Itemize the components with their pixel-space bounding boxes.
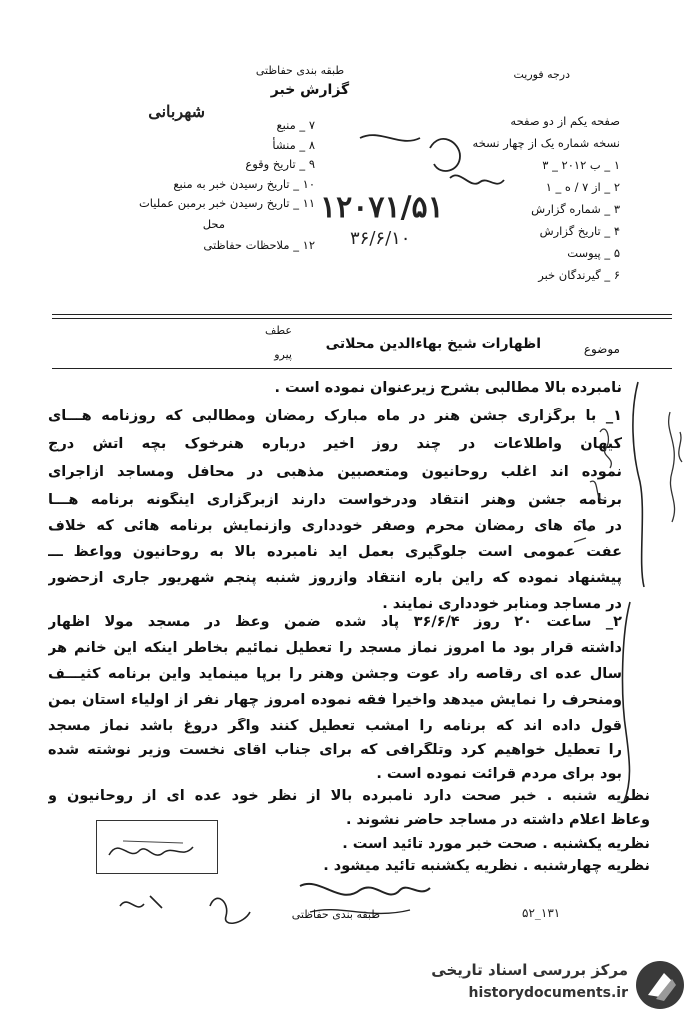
body-line: ۱_ با برگزاری جشن هنر در ماه مبارک رمضان ومطالبی که روزنامه هـــای (48, 408, 622, 424)
opinion-line: نظریه شنبه . خبر صحت دارد نامبرده بالا از نظر خود عده ای از روحانیون و (48, 788, 650, 804)
separator-line (52, 314, 672, 315)
subject-note-bottom: پیرو (274, 348, 292, 361)
body-line: نامبرده بالا مطالبی بشرح زیرعنوان نموده است . (274, 380, 622, 396)
left-field: ۱۰ _ تاریخ رسیدن خبر به منبع (173, 176, 315, 191)
right-field: ۴ _ تاریخ گزارش (539, 224, 620, 238)
body-line: عفت عمومی است جلوگیری بعمل آید نامبرده بالا به روحانیون وواعظ ـــ (48, 544, 622, 560)
body-line: را تعطیل خواهیم کرد وتلگرافی که برای جناب آقای نخست وزیر نوشته شده (48, 742, 622, 758)
body-line: سال عده ای رقاصه راد عوت وجشن وهنر را برپا مینماید واین برنامه کثیـــف (48, 666, 622, 682)
opinion-line: نظریه چهارشنبه . نظریه یکشنبه تائید میشود . (323, 858, 650, 874)
body-line: کیهان واطلاعات در چند روز اخیر درباره هنرخوک بچه آتش درج (48, 436, 622, 452)
archive-logo-icon (634, 959, 686, 1011)
left-field: ۸ _ منشأ (272, 137, 315, 152)
handwritten-date: ۳۶/۶/۱۰ (350, 228, 411, 249)
body-line: قول داده اند که برنامه را امشب تعطیل کنند واگر دروغ باشد نماز مسجد (48, 718, 622, 734)
left-field: محل (202, 217, 225, 231)
header-scribble (340, 118, 520, 208)
left-field: ۱۲ _ ملاحظات حفاظتی (203, 238, 315, 252)
watermark (430, 955, 690, 1015)
city-label: شهربانی (148, 102, 205, 121)
right-field: ۶ _ گیرندگان خبر (538, 268, 620, 282)
right-field: ۲ _ از ۷ / ه _ ۱ (545, 180, 620, 194)
left-field: ۷ _ منبع (276, 118, 315, 132)
body-line: ۲_ ساعت ۲۰ روز ۳۶/۶/۴ پاد شده ضمن وعظ در مسجد مولا اظهار (48, 614, 622, 630)
body-line: پیشنهاد نموده که راین باره انتقاد وازروز شنبه پنجم شهریور جاری ازحضور (48, 570, 622, 586)
body-line: برنامه جشن وهنر انتقاد ودرخواست دارند ازبرگزاری اینگونه برنامه هـــا (48, 492, 622, 508)
separator-line (52, 318, 672, 319)
body-line: داشته قرار بود ما امروز نماز مسجد را تعطیل نمائیم بخاطر اینکه این خانم هر (48, 640, 622, 656)
right-field: ۱ _ ب ۲۰۱۲ _ ۳ (542, 158, 620, 172)
stamp-label: طبقه بندی حفاظتی (291, 908, 380, 921)
classification-label: طبقه بندی حفاظتی (255, 64, 345, 77)
body-line: بود برای مردم قرائت نموده است . (376, 766, 622, 782)
handwritten-number: ۱۲۰۷۱/۵۱ (320, 190, 444, 225)
handwritten-code: ۵۲_۱۳۱ (522, 906, 561, 920)
copy-line: نسخه شماره یک از چهار نسخه (472, 136, 620, 150)
report-title: گزارش خبر (270, 82, 350, 98)
left-field: ۱۱ _ تاریخ رسیدن خبر برمبن عملیات (138, 196, 315, 210)
body-line: در ماه های رمضان محرم وصفر خودداری وازنمایش برنامه هائی که خلاف (48, 518, 622, 534)
body-line: نموده اند اغلب روحانیون ومتعصبین مذهبی در محافل ومساجد ازاجرای (48, 464, 622, 480)
opinion-line: وعاظ اعلام داشته در مساجد حاضر نشوند . (346, 812, 650, 828)
stamp-signature (103, 827, 211, 867)
separator-line (52, 368, 672, 369)
subject-note-top: عطف (265, 324, 292, 337)
body-line: ومنحرف را نمایش میدهد واخیراً فقه نموده امروز چهار نفر از اولیاء استان بمن (48, 692, 622, 708)
left-field: ۹ _ تاریخ وقوع (245, 157, 315, 171)
watermark-url: historydocuments.ir (468, 985, 628, 1001)
footer-signatures (110, 866, 490, 936)
subject-label: موضوع (583, 342, 620, 356)
margin-annotation (560, 372, 700, 812)
opinion-line: نظریه یکشنبه . صحت خبر مورد تائید است . (342, 836, 650, 852)
right-field: ۳ _ شماره گزارش (531, 202, 620, 216)
subject-text: اظهارات شیخ بهاءالدین محلاتی (325, 336, 541, 352)
watermark-name: مرکز بررسی اسناد تاریخی (431, 961, 628, 979)
right-field: ۵ _ پیوست (567, 246, 620, 260)
body-line: در مساجد ومنابر خودداری نمایند . (382, 596, 622, 612)
urgency-label: درجه فوریت (513, 68, 570, 81)
page-line: صفحه یکم از دو صفحه (510, 114, 620, 128)
left-field-list (138, 118, 315, 258)
